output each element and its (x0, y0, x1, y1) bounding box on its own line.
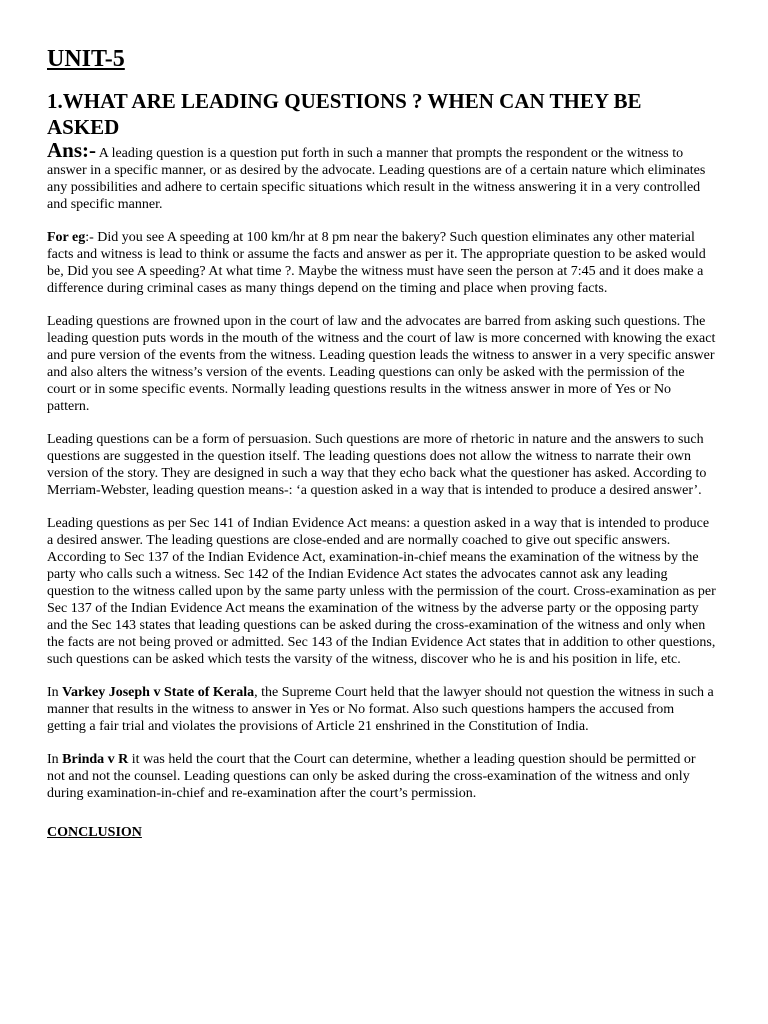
paragraph-persuasion: Leading questions can be a form of persuasion. Such questions are more of rhetoric in nature and the answers to such questions are suggested in the question itself. The leading questions does not allow the witness to narrate their own version of the story. They are designed in such a way that they echo back what the questioner has asked. According to Merriam-Webster, leading question means-: ‘a question asked in a way that is intended to produce a desired answer’. (47, 432, 707, 498)
case1-text: , the Supreme Court held that the lawyer should not question the witness in such a manner that results in the witness to answer in Yes or No format. Also such questions hampers the accused from getting a fair trial and violates the provisions of Article 21 enshrined in the Constitution of India. (47, 685, 714, 734)
question-title: 1.WHAT ARE LEADING QUESTIONS ? WHEN CAN THEY BE ASKED (47, 89, 642, 139)
case1-name: Varkey Joseph v State of Kerala (62, 685, 255, 700)
answer-text: A leading question is a question put forth in such a manner that prompts the respondent or the witness to answer in a specific manner, or as desired by the advocate. Leading questions are of a certain nature which eliminates any possibilities and adhere to certain specific situations which result in the witness answering it in a very controlled and specific manner. (47, 146, 706, 212)
case-brinda (47, 751, 716, 802)
answer-label: Ans:- (47, 138, 97, 162)
example-paragraph (47, 229, 716, 297)
conclusion-heading: CONCLUSION (47, 825, 142, 840)
paragraph-evidence-act: Leading questions as per Sec 141 of Indian Evidence Act means: a question asked in a way that is intended to produce a desired answer. The leading questions are close-ended and are normally coached to give out specific answers. According to Sec 137 of the Indian Evidence Act, examination-in-chief means the examination of the witness by the party who calls such a witness. Sec 142 of the Indian Evidence Act states the advocates cannot ask any leading question to the witness called upon by the same party unless with the permission of the court. Cross-examination as per Sec 137 of the Indian Evidence Act means the examination of the witness by the adverse party or the opposing party and the Sec 143 states that leading questions can be asked during the cross-examination of the witness and only when the facts are not being proved or admitted. Sec 143 of the Indian Evidence Act states that in addition to other questions, such questions can be asked which tests the varsity of the witness, discover who he is and his position in life, etc. (47, 516, 716, 667)
case2-prefix: In (47, 752, 63, 767)
answer-paragraph (47, 138, 716, 213)
example-label: For eg (47, 230, 86, 245)
case2-name: Brinda v R (62, 752, 129, 767)
case2-text: it was held the court that the Court can determine, whether a leading question should be permitted or not and not the counsel. Leading questions can only be asked during the cross-examination of the witness and only during examination-in-chief and re-examination after the court’s permission. (47, 752, 696, 801)
case-varkey-joseph (47, 684, 716, 735)
paragraph-frowned-upon: Leading questions are frowned upon in the court of law and the advocates are barred from asking such questions. The leading question puts words in the mouth of the witness and the court of law is more concerned with knowing the exact and pure version of the events from the witness. Leading question leads the witness to answer in a very specific answer and also alters the witness’s version of the events. Leading questions can only be asked with the permission of the court or in some specific events. Normally leading questions results in the witness answer in more of Yes or No pattern. (47, 314, 716, 414)
example-text: :- Did you see A speeding at 100 km/hr at 8 pm near the bakery? Such question eliminates any other material facts and witness is lead to think or assume the facts and answer as per it. The appropriate question to be asked would be, Did you see A speeding? At what time ?. Maybe the witness must have seen the person at 7:45 and it does make a difference during criminal cases as many things depend on the timing and place when proving facts. (47, 230, 706, 296)
case1-prefix: In (47, 685, 63, 700)
unit-title: UNIT-5 (47, 46, 125, 72)
